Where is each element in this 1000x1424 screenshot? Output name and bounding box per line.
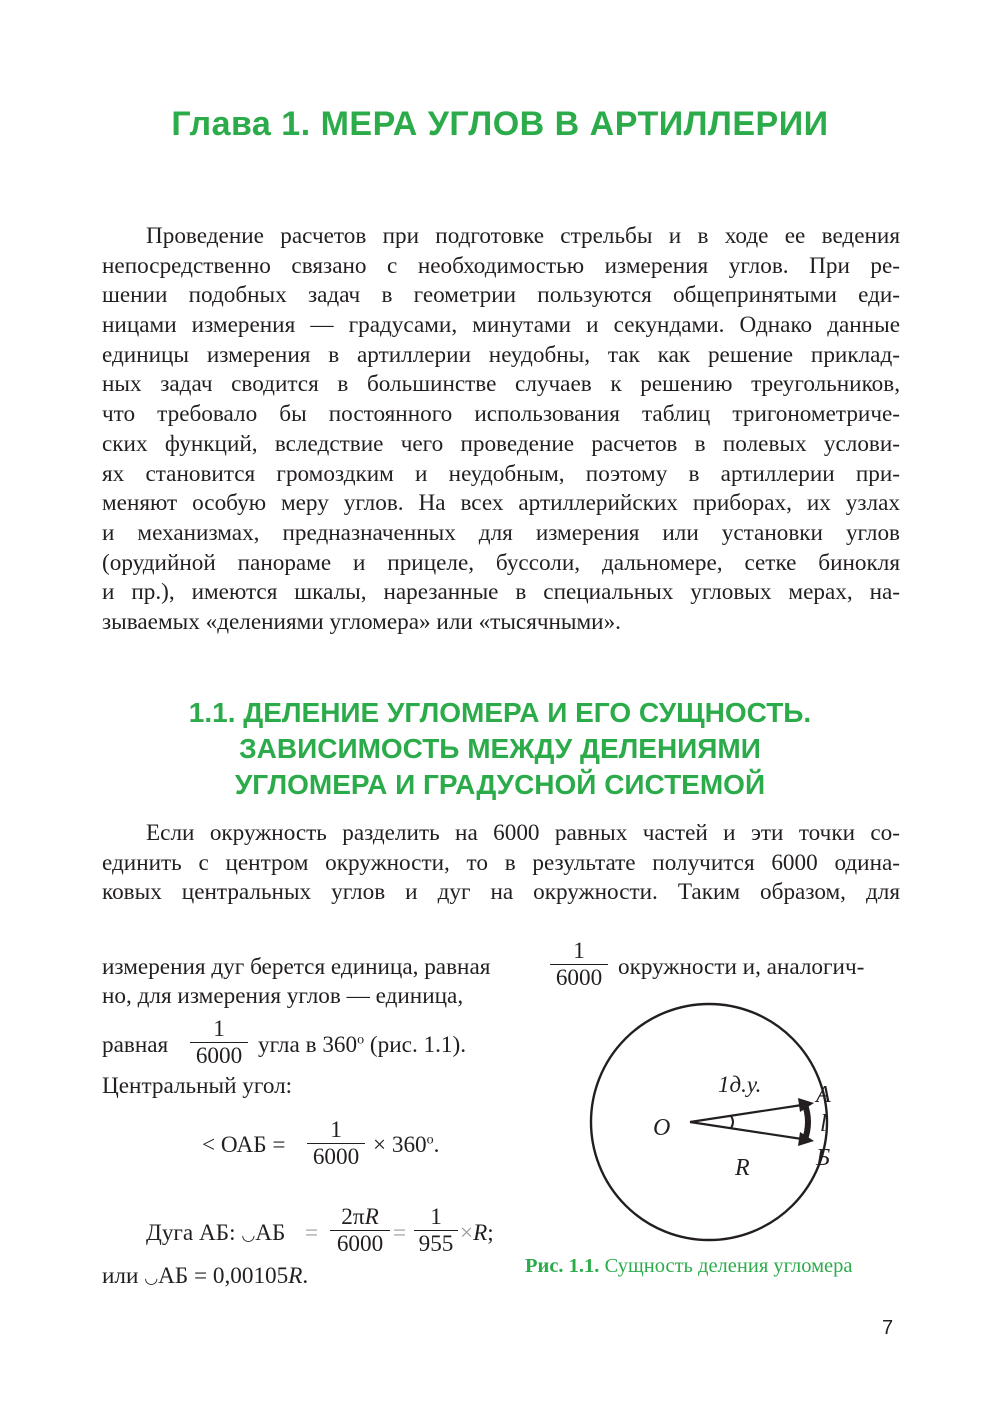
label-r: R	[735, 1155, 750, 1181]
intro-line: зываемых «делениями угломера» или «тысячными».	[102, 608, 621, 635]
angle-arc	[731, 1116, 733, 1128]
intro-line: (орудийной панораме и прицеле, буссоли, дальномере, сетке бинокля	[102, 549, 900, 576]
arc-unit-text-end: окружности и, аналогич-	[618, 954, 865, 980]
arc-unit-text-start: измерения дуг берется единица, равная	[102, 954, 491, 980]
eq-sign-1: =	[305, 1220, 319, 1246]
fraction-numerator: 1	[573, 938, 585, 964]
intro-line: ных задач сводится в большинстве случаев к решению треугольников,	[102, 371, 900, 398]
intro-line: единицы измерения в артиллерии неудобны, так как решение приклад-	[102, 341, 900, 368]
ray-ob	[690, 1122, 802, 1139]
section-title-line: ЗАВИСИМОСТЬ МЕЖДУ ДЕЛЕНИЯМИ	[239, 733, 761, 764]
label-b: Б	[816, 1145, 831, 1171]
fraction-numerator: 1	[430, 1204, 442, 1230]
section-title	[0, 695, 1000, 803]
central-angle-label: Центральный угол:	[102, 1073, 293, 1099]
degree-sup: о	[357, 1032, 365, 1048]
ray-oa	[690, 1105, 802, 1122]
intro-line: меняют особую меру углов. На всех артиллерийских приборах, их узлах	[102, 490, 900, 517]
intro-line: непосредственно связано с необходимостью измерения углов. При ре-	[102, 252, 900, 279]
intro-line: и механизмах, предназначенных для измерения или установки углов	[102, 519, 900, 546]
fraction-numerator	[330, 1204, 390, 1230]
figure-reference: (рис. 1.1).	[364, 1032, 467, 1058]
section-line: единить с центром окружности, то в результате получится 6000 одина-	[102, 849, 900, 876]
intro-line: ницами измерения — градусами, минутами и секундами. Однако данные	[102, 312, 900, 339]
degree-sup: о	[426, 1132, 434, 1148]
fraction-denominator: 6000	[195, 1043, 243, 1069]
r-var: R	[364, 1204, 379, 1230]
formula-period: .	[302, 1263, 309, 1289]
fraction-1-955	[414, 1204, 458, 1257]
semicolon: ;	[487, 1220, 494, 1246]
times-360: × 360	[373, 1132, 427, 1158]
fraction-1-6000-angle	[190, 1016, 248, 1069]
or-word: или	[102, 1263, 145, 1289]
figure-caption	[525, 1255, 853, 1278]
fraction-1-6000-formula	[307, 1117, 365, 1170]
arc-name: АБ	[255, 1220, 286, 1246]
intro-line: и пр.), имеются шкалы, нарезанные в специальных угловых мерах, на-	[102, 579, 900, 606]
eq-sign-2: =	[393, 1220, 407, 1246]
section-paragraph	[102, 819, 900, 908]
section-line: Если окружность разделить на 6000 равных частей и эти точки со-	[146, 820, 900, 846]
section-title-line: УГЛОМЕРА И ГРАДУСНОЙ СИСТЕМОЙ	[234, 769, 766, 800]
caption-text: Сущность деления угломера	[599, 1255, 853, 1277]
angle-360-text	[258, 1032, 466, 1059]
section-line: ковых центральных углов и дуг на окружности. Таким образом, для	[102, 879, 900, 906]
circle-outline	[591, 1004, 827, 1240]
arc-symbol-icon: ◡	[144, 1270, 159, 1287]
fraction-numerator: 1	[213, 1016, 225, 1042]
angle-formula-right	[373, 1132, 439, 1159]
caption-label: Рис. 1.1.	[525, 1255, 600, 1277]
intro-line: ях становится громоздким и неудобным, поэтому в артиллерии при-	[102, 460, 900, 487]
arc-ab	[804, 1102, 808, 1142]
fraction-denominator: 6000	[336, 1231, 384, 1257]
label-o: O	[653, 1115, 671, 1141]
label-a: A	[816, 1082, 831, 1108]
fraction-2piR-6000	[330, 1204, 390, 1257]
intro-line: Проведение расчетов при подготовке стрельбы и в ходе ее ведения	[146, 223, 900, 249]
fraction-denominator: 6000	[312, 1144, 360, 1170]
equal-word: равная	[102, 1032, 169, 1058]
arc-label: Дуга АБ:	[146, 1220, 242, 1246]
times-sign: ×	[460, 1220, 474, 1246]
angle-unit-text: но, для измерения углов — единица,	[102, 983, 464, 1009]
r-var: R	[473, 1220, 488, 1246]
arc-decimal-value: АБ = 0,00105	[158, 1263, 289, 1289]
chapter-title: Глава 1. МЕРА УГЛОВ В АРТИЛЛЕРИИ	[171, 104, 829, 143]
label-unit: 1д.у.	[718, 1072, 762, 1097]
arc-symbol-icon: ◡	[241, 1227, 256, 1244]
intro-line: шении подобных задач в геометрии пользуются общепринятыми еди-	[102, 282, 900, 309]
angle-text: угла в 360	[258, 1032, 358, 1058]
formula-period: .	[433, 1132, 440, 1158]
arc-formula-label	[146, 1220, 285, 1247]
intro-line: ских функций, вследствие чего проведение расчетов в полевых услови-	[102, 430, 900, 457]
fraction-1-6000-arc	[550, 938, 608, 991]
section-title-line: 1.1. ДЕЛЕНИЕ УГЛОМЕРА И ЕГО СУЩНОСТЬ.	[188, 697, 812, 728]
fraction-denominator: 6000	[555, 965, 603, 991]
intro-paragraph	[102, 222, 900, 638]
fraction-denominator: 955	[418, 1231, 454, 1257]
r-var: R	[288, 1263, 303, 1289]
page-number: 7	[882, 1317, 894, 1339]
two-pi: 2π	[341, 1204, 365, 1230]
angle-formula-left: < ОАБ =	[202, 1132, 286, 1158]
figure-1-1	[540, 1000, 900, 1250]
intro-line: что требовало бы постоянного использования таблиц тригонометриче-	[102, 401, 900, 428]
fraction-numerator: 1	[330, 1117, 342, 1143]
times-r	[460, 1220, 494, 1247]
label-l: l	[820, 1111, 827, 1137]
arc-decimal-formula	[102, 1263, 308, 1290]
